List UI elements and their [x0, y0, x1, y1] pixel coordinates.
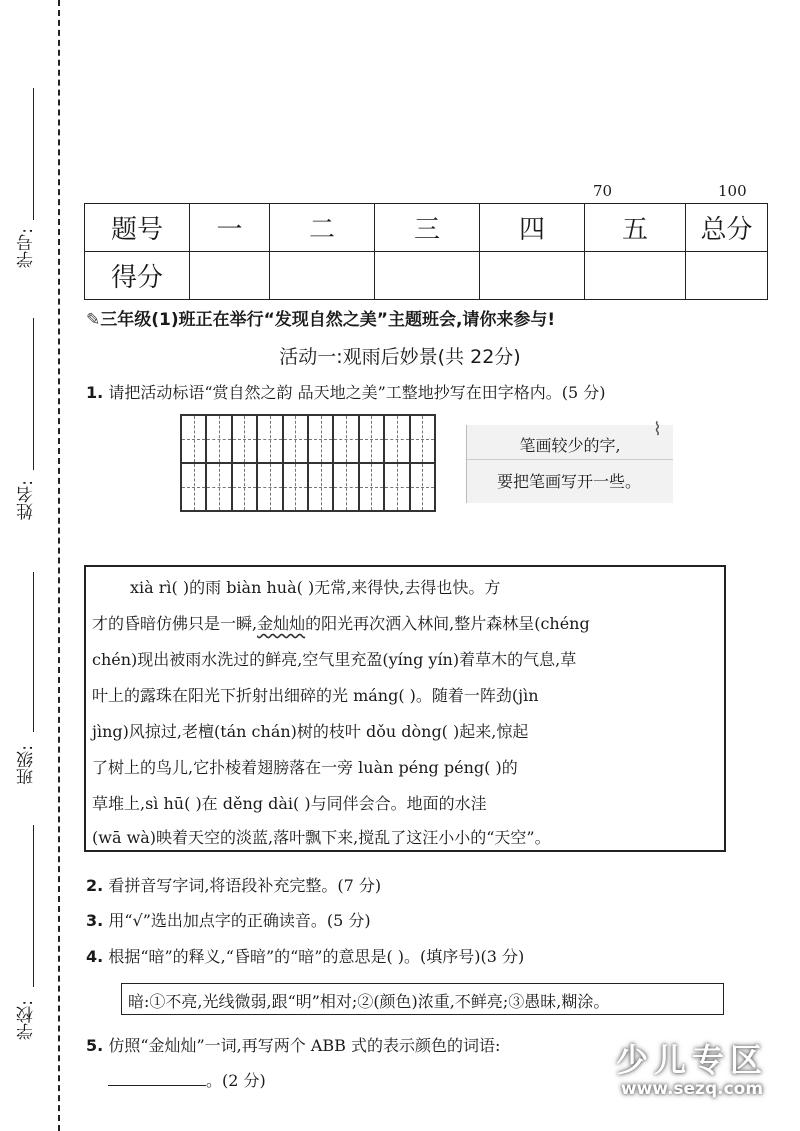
passage-line: 草堆上,sì hū( )在 děng dài( )与同伴会合。地面的水洼	[92, 794, 487, 813]
grid-cell[interactable]	[232, 415, 257, 463]
score-cell[interactable]	[585, 252, 686, 300]
grid-cell[interactable]	[283, 415, 308, 463]
definition-box: 暗:①不亮,光线微弱,跟“明”相对;②(颜色)浓重,不鲜亮;③愚昧,糊涂。	[121, 983, 724, 1015]
grid-cell[interactable]	[181, 415, 206, 463]
reading-passage	[84, 565, 726, 852]
question-number: 2.	[86, 876, 104, 895]
passage-line-2	[92, 611, 590, 634]
grid-cell[interactable]	[283, 463, 308, 511]
grid-cell[interactable]	[308, 415, 333, 463]
question-text: 仿照“金灿灿”一词,再写两个 ABB 式的表示颜色的词语:	[108, 1036, 501, 1055]
question-text: 用“√”选出加点字的正确读音。(5 分)	[108, 911, 371, 930]
intro-line	[86, 305, 555, 330]
answer-blank[interactable]	[108, 1085, 206, 1086]
grid-cell[interactable]	[181, 463, 206, 511]
question-number: 5.	[86, 1036, 104, 1055]
student-no-label: 学号:	[17, 228, 37, 268]
passage-line: xià rì( )的雨 biàn huà( )无常,来得快,去得也快。方	[130, 578, 501, 597]
question-1	[86, 380, 606, 403]
wavy-underlined-word: 金灿灿	[257, 614, 306, 633]
score-cell[interactable]	[480, 252, 585, 300]
watermark-url: www.sezq.com	[620, 1079, 764, 1099]
score-cell[interactable]	[270, 252, 375, 300]
activity-title: 活动一:观雨后妙景(共 22分)	[279, 346, 521, 368]
question-text: 看拼音写字词,将语段补充完整。(7 分)	[108, 876, 382, 895]
score-row-label: 得分	[85, 252, 190, 300]
grid-cell[interactable]	[359, 463, 384, 511]
school-line	[33, 825, 34, 987]
score-cell[interactable]	[190, 252, 270, 300]
score-table	[84, 203, 768, 300]
score-cell[interactable]	[375, 252, 480, 300]
passage-line: jìng)风掠过,老檀(tán chán)树的枝叶 dǒu dòng( )起来,惊起	[92, 722, 529, 741]
grid-cell[interactable]	[206, 463, 231, 511]
tip-line-1: 笔画较少的字,	[519, 436, 621, 455]
watermark-title: 少儿专区	[615, 1041, 768, 1079]
name-line	[33, 318, 34, 470]
header-cell: 四	[480, 204, 585, 252]
school-label: 学校:	[17, 1000, 37, 1040]
grid-cell[interactable]	[384, 463, 409, 511]
passage-line: 了树上的鸟儿,它扑棱着翅膀落在一旁 luàn péng péng( )的	[92, 758, 518, 777]
header-cell: 总分	[686, 204, 768, 252]
watermark-logo	[592, 1035, 792, 1099]
header-cell: 题号	[85, 204, 190, 252]
grid-cell[interactable]	[384, 415, 409, 463]
question-number: 4.	[86, 947, 104, 966]
name-label: 姓名:	[17, 480, 37, 520]
student-no-line	[33, 88, 34, 220]
grid-cell[interactable]	[410, 415, 435, 463]
grid-cell[interactable]	[257, 415, 282, 463]
grid-cell[interactable]	[232, 463, 257, 511]
grid-cell[interactable]	[359, 415, 384, 463]
grid-cell[interactable]	[333, 415, 358, 463]
question-number: 3.	[86, 911, 104, 930]
score-table-header-row	[85, 204, 768, 252]
grid-cell[interactable]	[333, 463, 358, 511]
question-4	[86, 944, 524, 967]
question-5	[86, 1033, 500, 1056]
passage-text-segment: 才的昏暗仿佛只是一瞬,	[92, 614, 258, 633]
header-cell: 二	[270, 204, 375, 252]
grid-cell[interactable]	[206, 415, 231, 463]
question-5-answer	[108, 1068, 266, 1091]
question-2	[86, 873, 381, 896]
passage-line: 叶上的露珠在阳光下折射出细碎的光 máng( )。随着一阵劲(jìn	[92, 686, 539, 705]
passage-text-segment: 的阳光再次洒入林间,整片森林呈(chéng	[305, 614, 590, 633]
passage-line: (wā wà)映着天空的淡蓝,落叶飘下来,搅乱了这汪小小的“天空”。	[92, 828, 551, 847]
question-text: 请把活动标语“赏自然之韵 品天地之美”工整地抄写在田字格内。(5 分)	[108, 383, 606, 402]
pen-icon: ✎	[86, 310, 101, 330]
grid-cell[interactable]	[410, 463, 435, 511]
passage-line: chén)现出被雨水洗过的鲜亮,空气里充盈(yíng yín)着草木的气息,草	[92, 650, 577, 669]
tip-line-2: 要把笔画写开一些。	[497, 472, 642, 491]
intro-text: 三年级(1)班正在举行“发现自然之美”主题班会,请你来参与!	[100, 310, 556, 330]
class-label: 班级:	[17, 745, 37, 785]
score-cell[interactable]	[686, 252, 768, 300]
tip-note	[466, 419, 673, 503]
question-text: 根据“暗”的释义,“昏暗”的“暗”的意思是( )。(填序号)(3 分)	[108, 947, 525, 966]
class-line	[33, 572, 34, 732]
header-cell: 五	[585, 204, 686, 252]
question-tail: 。(2 分)	[206, 1071, 266, 1090]
note-rule	[467, 459, 673, 460]
top-number-100: 100	[718, 182, 747, 200]
score-table-score-row	[85, 252, 768, 300]
header-cell: 三	[375, 204, 480, 252]
passage-line-2-text	[92, 614, 590, 633]
top-number-70: 70	[593, 182, 613, 200]
question-3	[86, 908, 371, 931]
question-number: 1.	[86, 383, 104, 402]
paperclip-icon: ⌇	[653, 419, 662, 440]
binding-dashed-line	[58, 0, 60, 1131]
grid-cell[interactable]	[308, 463, 333, 511]
header-cell: 一	[190, 204, 270, 252]
tianzige-grid[interactable]	[180, 414, 436, 512]
grid-cell[interactable]	[257, 463, 282, 511]
